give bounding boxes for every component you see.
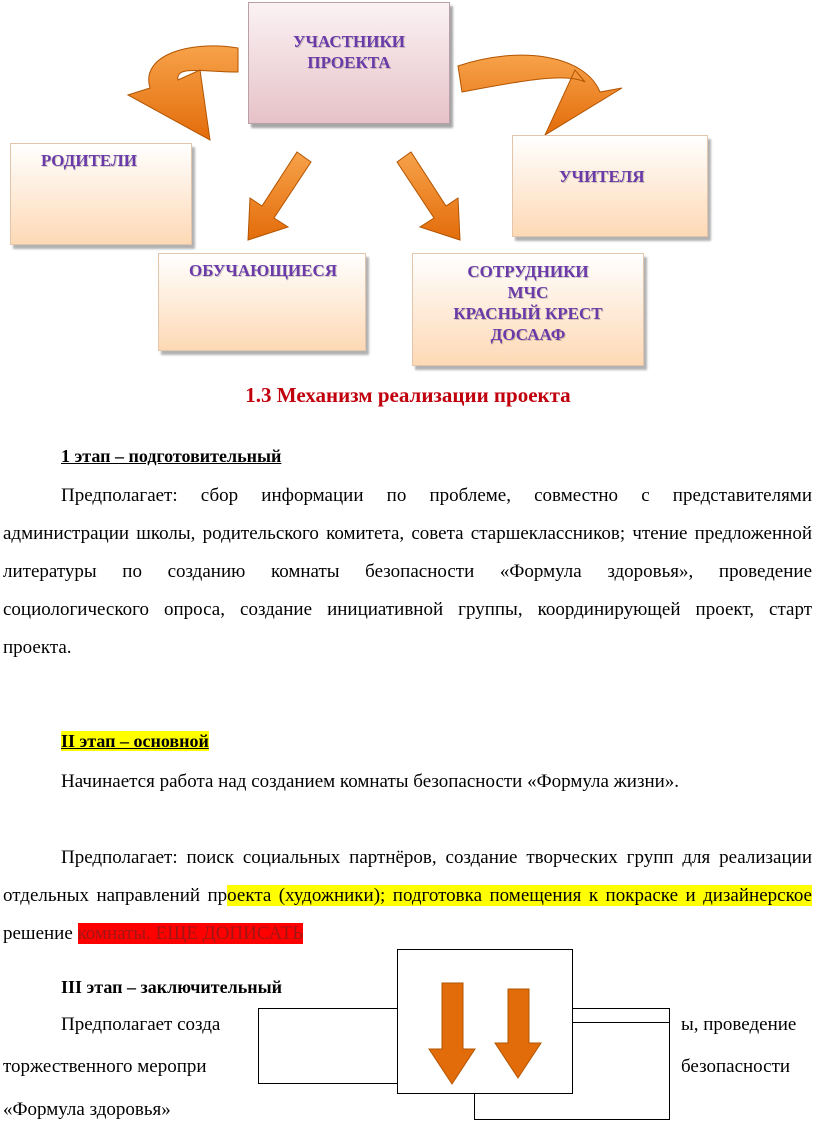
participants-box — [248, 2, 450, 124]
teachers-label: УЧИТЕЛЯ — [559, 167, 645, 186]
stage2-text2 — [3, 839, 812, 953]
down-arrows — [397, 949, 573, 1094]
staff-line1: СОТРУДНИКИ — [467, 262, 589, 281]
stage1-text: Предполагает: сбор информации по проблеме, совместно с представителями администрации школы, родительского комитета, совета старшеклассников; чтение предложенной литературы по созданию комнаты безопасности «Формула здоровья», проведение социологического опроса, создание инициативной группы, координирующей проект, старт проекта. — [3, 485, 812, 658]
teachers-box — [512, 135, 708, 237]
stage3-line2-a: торжественного меропри — [3, 1056, 207, 1077]
parents-label: РОДИТЕЛИ — [41, 151, 137, 170]
staff-line4: ДОСААФ — [490, 325, 566, 344]
students-label: ОБУЧАЮЩИЕСЯ — [189, 261, 338, 280]
down-arrow-left-icon — [429, 983, 475, 1084]
stage2-title-text: II этап – основной — [61, 731, 209, 751]
stage2-highlight: оекта (художники); подготовка помещения к покраске и дизайнерское — [227, 885, 812, 906]
curved-arrow-left — [128, 46, 238, 140]
stage3-title: III этап – заключительный — [61, 977, 283, 997]
participants-line2: ПРОЕКТА — [307, 53, 391, 72]
stage3-text-b: ы, проведение — [681, 1014, 797, 1035]
stage3-line2-b: безопасности — [681, 1056, 791, 1077]
stage2-text2-b: решение — [3, 923, 78, 944]
stage2-title — [61, 730, 209, 752]
curved-arrow-right — [458, 55, 622, 135]
stage1-title: 1 этап – подготовительный — [61, 446, 282, 466]
section-heading: 1.3 Механизм реализации проекта — [245, 383, 571, 407]
stage2-red-note: комнаты. ЕЩЕ ДОПИСАТЬ — [77, 923, 304, 944]
participants-line1: УЧАСТНИКИ — [293, 32, 405, 51]
stage2-text1: Начинается работа над созданием комнаты безопасности «Формула жизни». — [61, 771, 680, 792]
staff-line2: МЧС — [507, 283, 549, 302]
stage3-text-a: Предполагает созда — [61, 1014, 221, 1035]
staff-box — [412, 253, 644, 366]
diagonal-arrow-staff — [397, 152, 460, 240]
stage3-line3: «Формула здоровья» — [3, 1099, 171, 1120]
stage2-text2-a: Предполагает: поиск социальных партнёров, создание творческих групп для реализации отдельных направлений пр — [3, 847, 812, 906]
diagonal-arrow-students — [248, 152, 311, 240]
down-arrow-right-icon — [495, 989, 541, 1078]
staff-line3: КРАСНЫЙ КРЕСТ — [453, 304, 603, 323]
students-box — [158, 253, 366, 351]
parents-box — [10, 143, 192, 245]
